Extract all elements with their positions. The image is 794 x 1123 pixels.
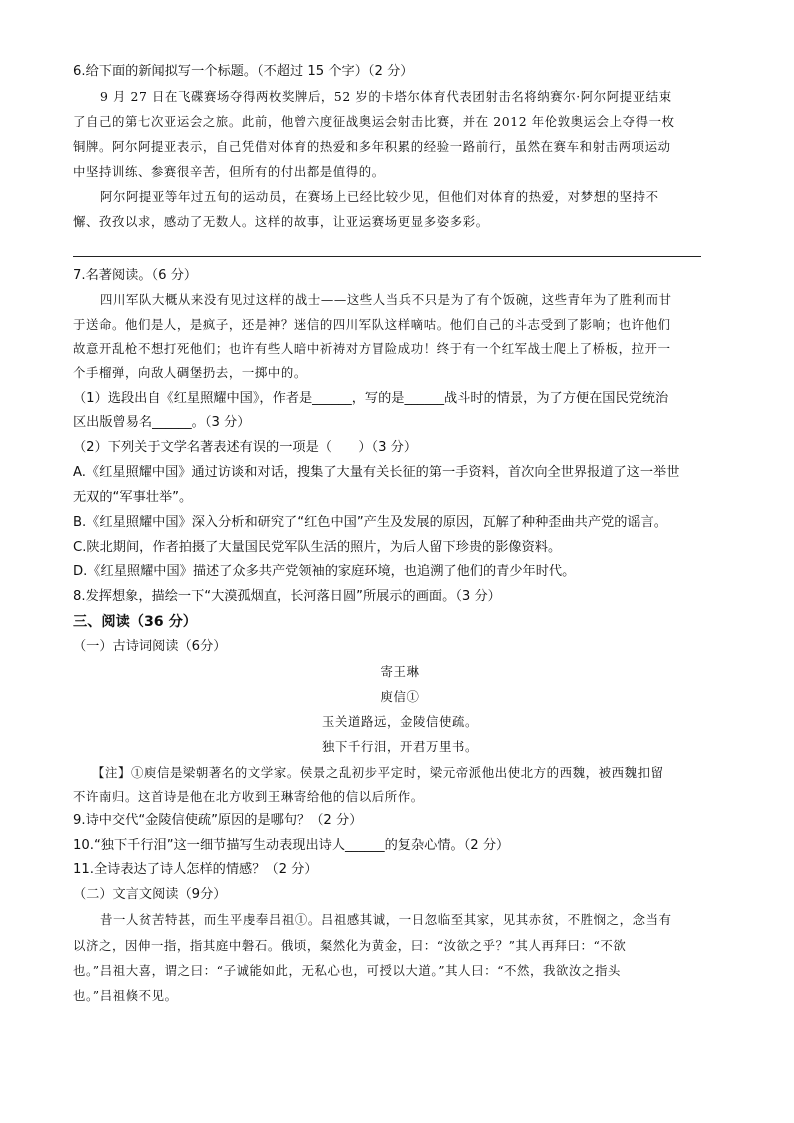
- q9-title: 9.诗中交代“金陵信使疏”原因的是哪句？（2 分）: [73, 813, 363, 828]
- part1-heading: （一）古诗词阅读（6分）: [73, 639, 227, 654]
- q6-title: 6.给下面的新闻拟写一个标题。（不超过 15 个字）（2 分）: [73, 64, 414, 79]
- q6-passage-line: 懈、孜孜以求，感动了无数人。这样的故事，让亚运赛场更显多姿多彩。: [73, 214, 489, 229]
- q10-title: 10.“独下千行泪”这一细节描写生动表现出诗人______的复杂心情。（2 分）: [73, 838, 510, 853]
- q6-passage-line: 9 月 27 日在飞碟赛场夺得两枚奖牌后，52 岁的卡塔尔体育代表团射击名将纳赛尔·阿尔阿提亚结束: [100, 89, 672, 104]
- prose-line: 以济之，因伸一指，指其庭中磐石。俄顷，粲然化为黄金，曰：“汝欲之乎？”其人再拜曰：“不欲: [73, 938, 627, 953]
- section-heading: 三、阅读（36 分）: [73, 614, 197, 630]
- q7-passage-line: 于送命。他们是人，是疯子，还是神？迷信的四川军队这样嘀咕。他们自己的斗志受到了影响；也许他们: [73, 317, 671, 332]
- poem-title: 寄王琳: [380, 664, 420, 679]
- q11-title: 11.全诗表达了诗人怎样的情感？（2 分）: [73, 862, 318, 877]
- q7-option-line: 无双的“军事壮举”。: [73, 490, 193, 505]
- q7-title: 7.名著阅读。（6 分）: [73, 268, 198, 283]
- q7-passage-line: 四川军队大概从来没有见过这样的战士——这些人当兵不只是为了有个饭碗，这些青年为了胜利而甘: [100, 292, 672, 307]
- q7-option-line: A.《红星照耀中国》通过访谈和对话，搜集了大量有关长征的第一手资料，首次向全世界报道了这一举世: [73, 465, 680, 480]
- q7-passage-line: 个手榴弹，向敌人碉堡扔去，一掷中的。: [73, 365, 307, 380]
- q7-sub2: （2）下列关于文学名著表述有误的一项是（ ）（3 分）: [73, 440, 418, 455]
- q7-sub1-line: 区出版曾易名______。（3 分）: [73, 415, 251, 430]
- q6-passage-line: 中坚持训练、参赛很辛苦，但所有的付出都是值得的。: [73, 164, 385, 179]
- prose-line: 昔一人贫苦特甚，而生平虔奉吕祖①。吕祖感其诚，一日忽临至其家，见其赤贫，不胜悯之，念当有: [100, 912, 672, 927]
- part2-heading: （二）文言文阅读（9分）: [73, 887, 227, 902]
- q7-sub1-line: （1）选段出自《红星照耀中国》，作者是______，写的是______战斗时的情景，为了方便在国民党统治: [73, 391, 669, 406]
- answer-line: [73, 256, 701, 257]
- q7-passage-line: 故意开乱枪不想打死他们；也许有些人暗中祈祷对方冒险成功！终于有一个红军战士爬上了桥板，拉开一: [73, 341, 671, 356]
- poem-note-line: 不许南归。这首诗是他在北方收到王琳寄给他的信以后所作。: [73, 789, 424, 804]
- poem-line: 独下千行泪，开君万里书。: [322, 739, 478, 754]
- q6-passage-line: 了自己的第七次亚运会之旅。此前，他曾六度征战奥运会射击比赛，并在 2012 年伦敦奥运会上夺得一枚: [73, 114, 675, 129]
- poem-note-line: 【注】①庾信是梁朝著名的文学家。侯景之乱初步平定时，梁元帝派他出使北方的西魏，被西魏扣留: [92, 765, 664, 780]
- q7-option-line: D.《红星照耀中国》描述了众多共产党领袖的家庭环境，也追溯了他们的青少年时代。: [73, 564, 576, 579]
- q6-passage-line: 阿尔阿提亚等年过五旬的运动员，在赛场上已经比较少见，但他们对体育的热爱，对梦想的坚持不: [100, 189, 659, 204]
- poem-author: 庾信①: [380, 689, 420, 704]
- q7-option-line: B.《红星照耀中国》深入分析和研究了“红色中国”产生及发展的原因，瓦解了种种歪曲共产党的谣言。: [73, 515, 667, 530]
- q6-passage-line: 铜牌。阿尔阿提亚表示，自己凭借对体育的热爱和多年积累的经验一路前行，虽然在赛车和射击两项运动: [73, 139, 671, 154]
- q8-title: 8.发挥想象，描绘一下“大漠孤烟直，长河落日圆”所展示的画面。（3 分）: [73, 589, 501, 604]
- prose-line: 也。”吕祖倏不见。: [73, 988, 178, 1003]
- q7-option-line: C.陕北期间，作者拍摄了大量国民党军队生活的照片，为后人留下珍贵的影像资料。: [73, 540, 562, 555]
- poem-line: 玉关道路远，金陵信使疏。: [322, 714, 478, 729]
- prose-line: 也。”吕祖大喜，谓之曰：“子诚能如此，无私心也，可授以大道。”其人曰：“不然，我欲汝之指头: [73, 963, 621, 978]
